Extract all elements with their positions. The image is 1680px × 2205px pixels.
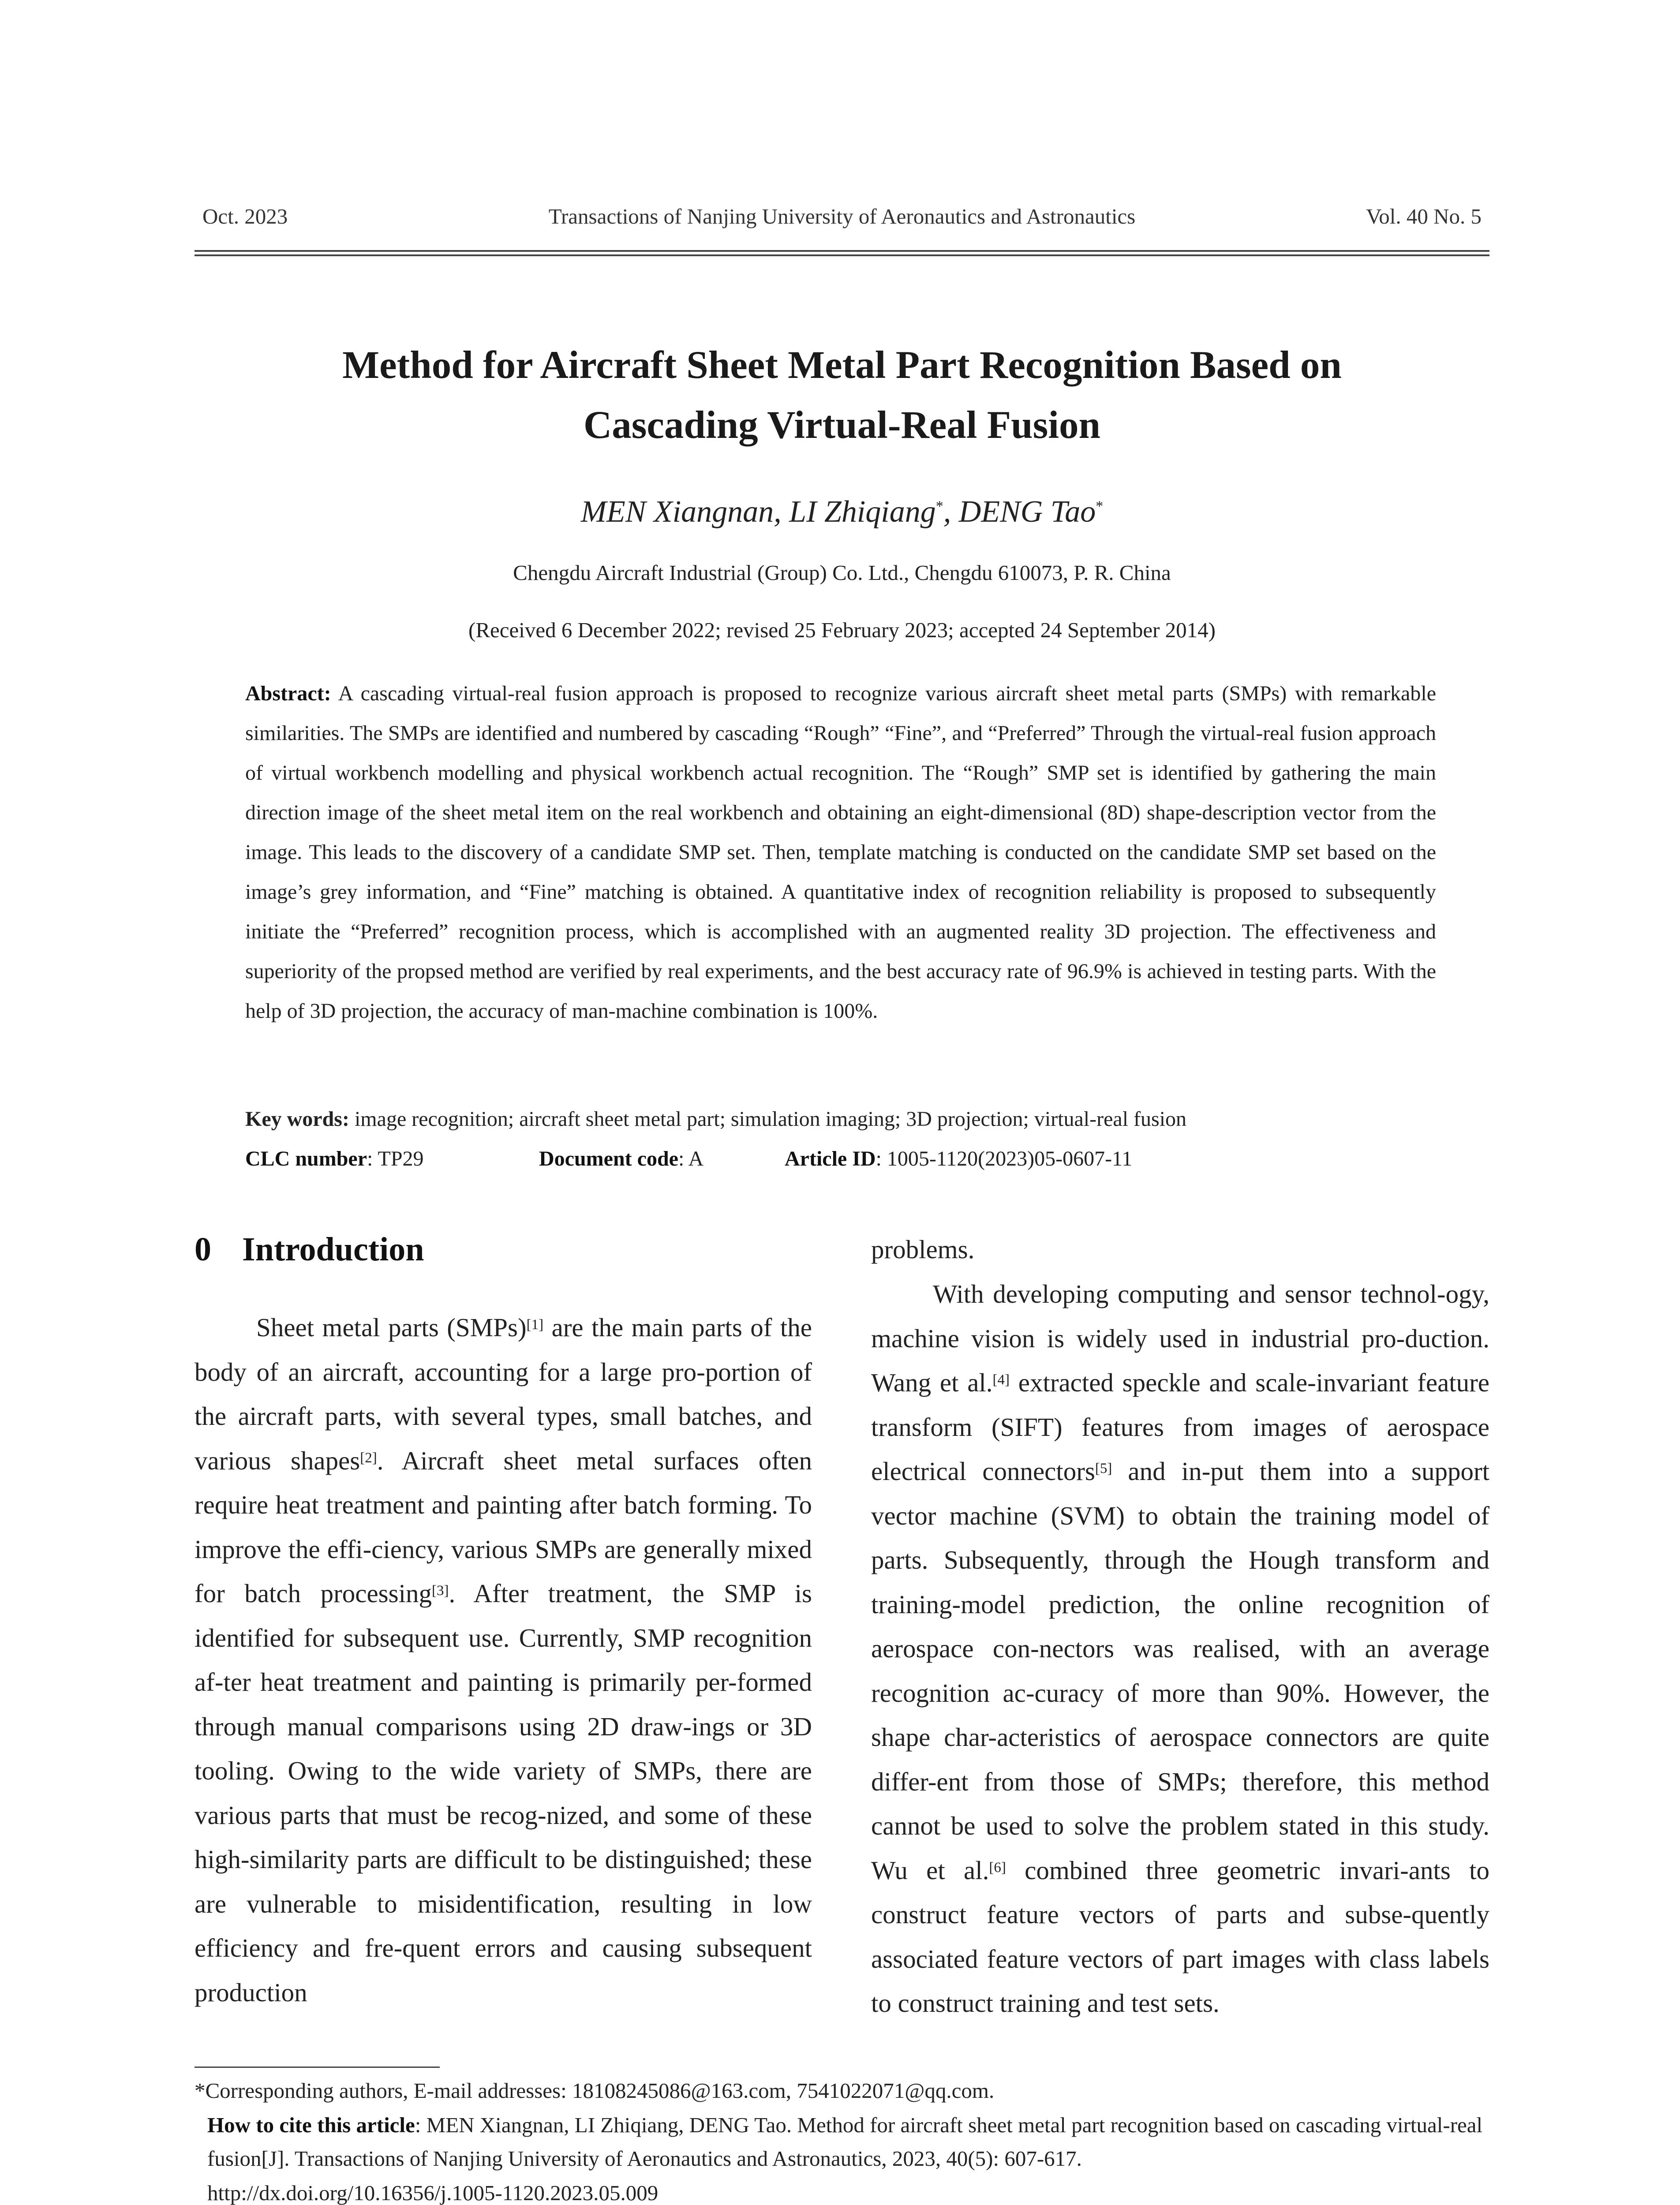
corresponding-mark: * [1096, 498, 1104, 515]
issue-date: Oct. 2023 [202, 204, 288, 228]
author-3: DENG Tao [958, 495, 1096, 529]
header-rule-bottom [195, 254, 1489, 256]
article-id [785, 1147, 1133, 1171]
cite-label: How to cite this article [207, 2113, 415, 2137]
citation-ref: [1] [526, 1317, 544, 1333]
clc-label: CLC number [245, 1147, 367, 1170]
body-text: Sheet metal parts (SMPs) [256, 1313, 527, 1342]
running-header [195, 204, 1489, 230]
doi-link[interactable]: http://dx.doi.org/10.16356/j.1005-1120.2023.05.009 [207, 2181, 659, 2205]
citation-footnote [207, 2108, 1489, 2175]
doc-code-value: : A [678, 1147, 704, 1170]
footnote-rule [195, 2067, 440, 2068]
body-text: and in-put them into a support vector machine (SVM) to obtain the training model of parts. Subsequently, through the Hough transform and training-model prediction, the online recognition of aerospace con-nectors was realised, with an average recognition ac-curacy of more than 90%. However, the shape char-acteristics of aerospace connectors are quite differ-ent from those of SMPs; therefore, this method cannot be used to solve the problem stated in this study. Wu et al. [871, 1457, 1490, 1885]
abstract-label: Abstract: [245, 682, 331, 705]
author-1: MEN Xiangnan [580, 495, 774, 529]
author-separator: , [943, 495, 959, 529]
clc-number [245, 1147, 424, 1171]
affiliation: Chengdu Aircraft Industrial (Group) Co. Ltd., Chengdu 610073, P. R. China [513, 561, 1171, 585]
abstract-text: A cascading virtual-real fusion approach is proposed to recognize various aircraft sheet metal parts (SMPs) with remarkable similarities. The SMPs are identified and numbered by cascading “Rough” “Fine”, and “Preferred” Through the virtual-real fusion approach of virtual workbench modelling and physical workbench actual recognition. The “Rough” SMP set is identified by gathering the main direction image of the sheet metal item on the real workbench and obtaining an eight-dimensional (8D) shape-description vector from the image. This leads to the discovery of a candidate SMP set. Then, template matching is conducted on the candidate SMP set based on the image’s grey information, and “Fine” matching is obtained. A quantitative index of recognition reliability is proposed to subsequently initiate the “Preferred” recognition process, which is accomplished with an augmented reality 3D projection. The effectiveness and superiority of the propsed method are verified by real experiments, and the best accuracy rate of 96.9% is achieved in testing parts. With the help of 3D projection, the accuracy of man-machine combination is 100%. [245, 682, 1436, 1023]
clc-value: : TP29 [367, 1147, 424, 1170]
header-rule-top [195, 250, 1489, 252]
body-column-right [871, 1272, 1489, 2026]
section-title: Introduction [242, 1231, 424, 1268]
body-column-left [195, 1305, 812, 2014]
corresponding-mark: * [935, 498, 943, 515]
paper-title [195, 335, 1489, 455]
keywords [245, 1107, 1436, 1131]
author-2: LI Zhiqiang [789, 495, 936, 529]
citation-ref: [6] [989, 1859, 1006, 1876]
body-text: combined three geometric invari-ants to construct feature vectors of parts and subse-quently associated feature vectors of part images with class labels to construct training and test sets. [871, 1855, 1490, 2018]
citation-ref: [3] [431, 1583, 449, 1599]
section-number: 0 [195, 1231, 211, 1268]
body-text: . After treatment, the SMP is identified for subsequent use. Currently, SMP recognition af-ter heat treatment and painting is primarily per-formed through manual comparisons using 2D draw-ings or 3D tooling. Owing to the wide variety of SMPs, there are various parts that must be recog-nized, and some of these high-similarity parts are difficult to be distinguished; these are vulnerable to misidentification, resulting in low efficiency and fre-quent errors and causing subsequent production [195, 1579, 812, 2007]
author-list [195, 494, 1489, 530]
body-text: . Aircraft sheet metal surfaces often require heat treatment and painting after batch forming. To improve the effi-ciency, various SMPs are generally mixed for batch processing [195, 1446, 812, 1608]
received-dates: (Received 6 December 2022; revised 25 February 2023; accepted 24 September 2014) [468, 618, 1216, 642]
citation-ref: [5] [1095, 1461, 1112, 1476]
section-heading [195, 1230, 424, 1269]
title-line-1: Method for Aircraft Sheet Metal Part Recognition Based on [342, 344, 1342, 387]
citation-ref: [2] [360, 1450, 377, 1466]
title-line-2: Cascading Virtual-Real Fusion [584, 404, 1100, 447]
body-text: extracted speckle and scale-invariant feature transform (SIFT) features from images of aerospace electrical connectors [871, 1368, 1489, 1486]
body-text: are the main parts of the body of an aircraft, accounting for a large pro-portion of the aircraft parts, with several types, small batches, and various shapes [195, 1313, 812, 1475]
article-id-label: Article ID [785, 1147, 876, 1170]
volume-number: Vol. 40 No. 5 [1366, 204, 1482, 228]
article-id-value: : 1005-1120(2023)05-0607-11 [876, 1147, 1133, 1170]
keywords-text: image recognition; aircraft sheet metal part; simulation imaging; 3D projection; virtual-real fusion [349, 1107, 1187, 1131]
doc-code-label: Document code [539, 1147, 678, 1170]
citation-ref: [4] [992, 1372, 1010, 1388]
body-column-right-continuation: problems. [871, 1235, 975, 1264]
keywords-label: Key words: [245, 1107, 349, 1131]
journal-name: Transactions of Nanjing University of Aeronautics and Astronautics [548, 204, 1136, 228]
author-separator: , [774, 495, 789, 529]
corresponding-footnote: *Corresponding authors, E-mail addresses: 18108245086@163.com, 7541022071@qq.com. [195, 2078, 995, 2103]
document-code [539, 1147, 704, 1171]
abstract [245, 674, 1436, 1031]
cite-text: : MEN Xiangnan, LI Zhiqiang, DENG Tao. Method for aircraft sheet metal part recognition based on cascading virtual-real fusion[J]. Transactions of Nanjing University of Aeronautics and Astronautics, 2023, 40(5): 607-617. [207, 2113, 1483, 2171]
body-text: With developing computing and sensor technol-ogy, machine vision is widely used in industrial pro-duction. Wang et al. [871, 1279, 1489, 1397]
